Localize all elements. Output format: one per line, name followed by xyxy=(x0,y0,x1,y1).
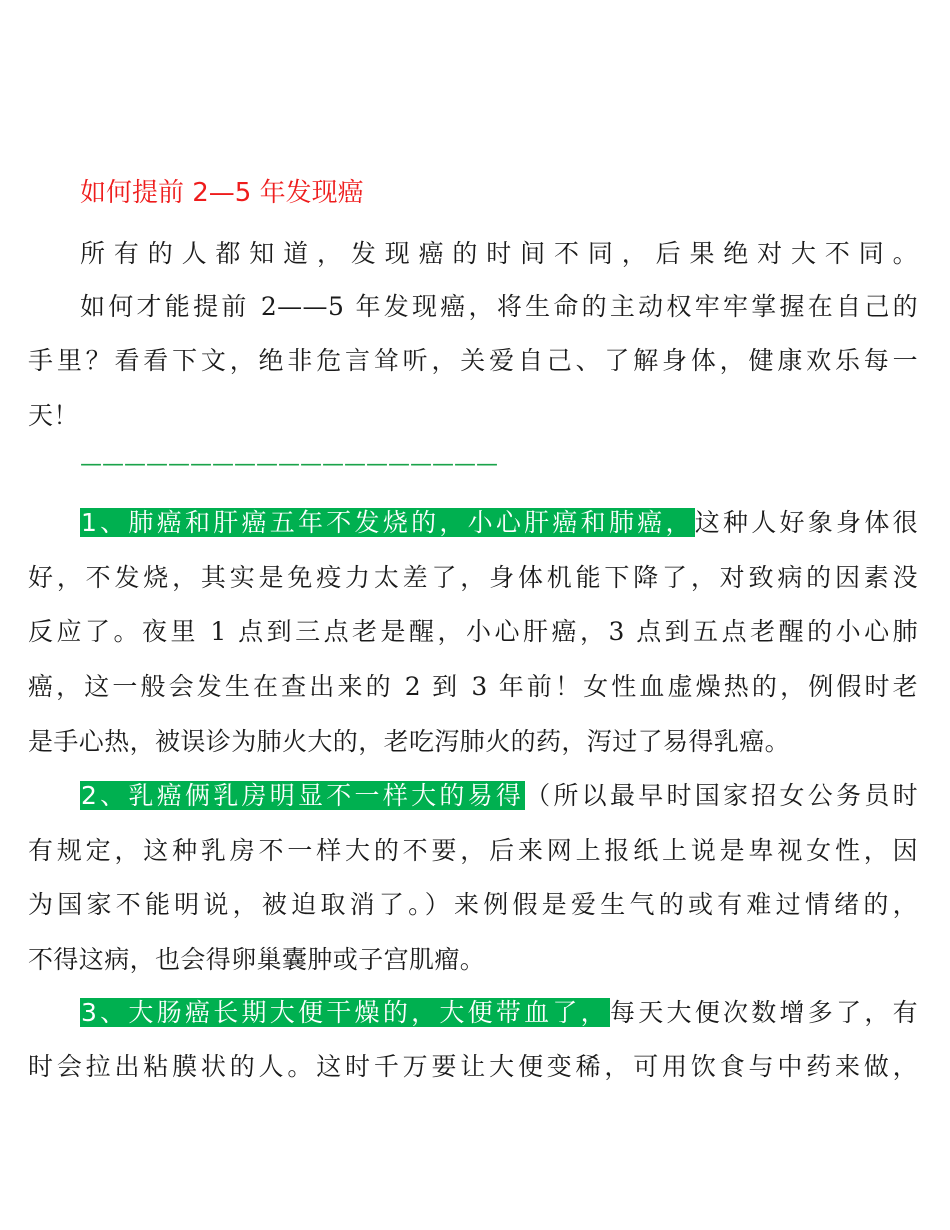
section-3-highlight: 3、大肠癌长期大便干燥的，大便带血了， xyxy=(81,998,609,1027)
section-1-line-1-rest: 这种人好象身体很 xyxy=(694,508,918,537)
section-1-line-3: 反应了。夜里 1 点到三点老是醒，小心肝癌，3 点到五点老醒的小心肺 xyxy=(28,617,918,646)
section-2-line-1 xyxy=(80,779,918,813)
section-3-line-1 xyxy=(80,996,918,1030)
intro-paragraph-2-line-2: 手里？看看下文，绝非危言耸听，关爱自己、了解身体，健康欢乐每一 xyxy=(28,346,918,375)
section-1-line-5: 是手心热，被误诊为肺火大的，老吃泻肺火的药，泻过了易得乳癌。 xyxy=(28,727,791,756)
section-3-line-2: 时会拉出粘膜状的人。这时千万要让大便变稀，可用饮食与中药来做， xyxy=(28,1052,918,1081)
section-2-line-3: 为国家不能明说，被迫取消了。）来例假是爱生气的或有难过情绪的， xyxy=(28,890,918,919)
section-3-line-1-rest: 每天大便次数增多了，有 xyxy=(609,998,919,1027)
intro-text-1: 所有的人都知道，发现癌的时间不同，后果绝对大不同。 xyxy=(80,239,918,268)
section-1-line-1 xyxy=(80,506,918,540)
intro-paragraph-2-line-3: 天！ xyxy=(28,401,79,430)
intro-paragraph-1 xyxy=(80,237,918,271)
section-2-highlight: 2、乳癌俩乳房明显不一样大的易得 xyxy=(81,781,525,810)
section-1-line-2: 好，不发烧，其实是免疫力太差了，身体机能下降了，对致病的因素没 xyxy=(28,563,918,592)
document-title: 如何提前 2—5 年发现癌 xyxy=(80,178,364,208)
section-2-line-2: 有规定，这种乳房不一样大的不要，后来网上报纸上说是卑视女性，因 xyxy=(28,836,918,865)
section-divider: ——————————————————— xyxy=(80,452,498,477)
section-1-line-4: 癌，这一般会发生在查出来的 2 到 3 年前！女性血虚燥热的，例假时老 xyxy=(28,672,918,701)
section-2-line-1-rest: （所以最早时国家招女公务员时 xyxy=(525,781,918,810)
intro-paragraph-2-line-1: 如何才能提前 2——5 年发现癌，将生命的主动权牢牢掌握在自己的 xyxy=(80,292,918,321)
section-1-highlight: 1、肺癌和肝癌五年不发烧的，小心肝癌和肺癌， xyxy=(81,508,694,537)
section-2-line-4: 不得这病，也会得卵巢囊肿或子宫肌瘤。 xyxy=(28,945,486,974)
